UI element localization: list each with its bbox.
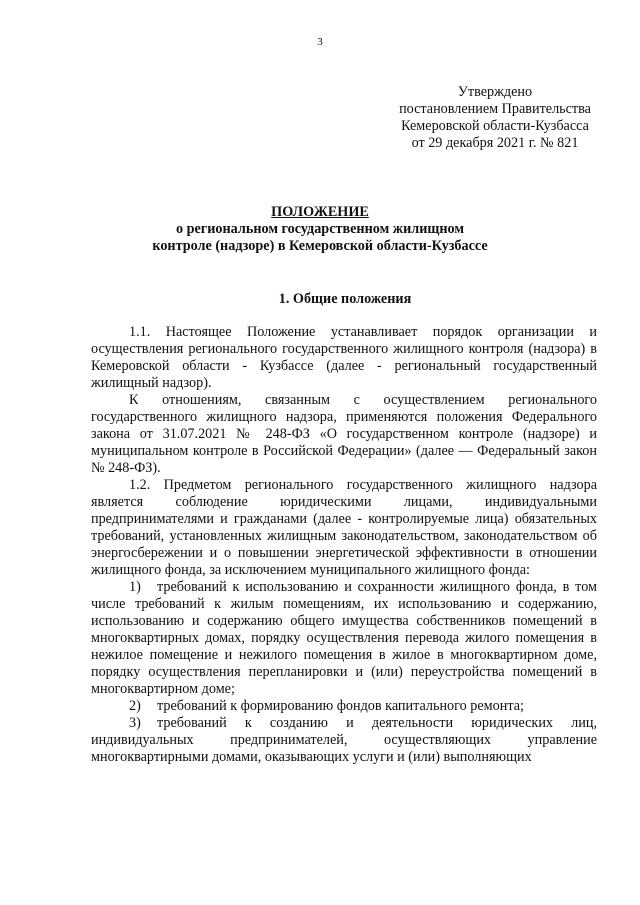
document-title xyxy=(0,204,640,255)
approval-line: Утверждено xyxy=(457,84,533,100)
document-title-line: о региональном государственном жилищном xyxy=(175,221,465,237)
document-body xyxy=(91,324,597,766)
approval-block xyxy=(380,84,610,152)
document-title-line: контроле (надзоре) в Кемеровской области-Кузбассе xyxy=(152,238,488,254)
list-item-text: требований к созданию и деятельности юридических лиц, индивидуальных предпринимателей, осуществляющих управление многоквартирными домами, оказывающих услуги и (или) выполняющих xyxy=(91,715,597,765)
list-item-text: требований к использованию и сохранности жилищного фонда, в том числе требований к жилым помещениям, их использованию и содержанию, использованию и содержанию общего имущества собственников помещений в многоквартирных домах, порядку осуществления перевода жилого помещения в нежилое помещение и нежилого помещения в жилое в многоквартирном доме, порядку осуществления перепланировки и (или) переустройства помещений в многоквартирном доме; xyxy=(91,579,597,697)
list-item-text: требований к формированию фондов капитального ремонта; xyxy=(157,698,524,714)
approval-line: Кемеровской области-Кузбасса xyxy=(401,118,589,134)
document-title-main: ПОЛОЖЕНИЕ xyxy=(271,204,369,220)
paragraph: 1.1. Настоящее Положение устанавливает порядок организации и осуществления регионального государственного жилищного контроля (надзора) в Кемеровской области - Кузбассе (далее - региональный государственный жилищный надзор). xyxy=(91,324,597,391)
page-number: 3 xyxy=(317,36,323,48)
approval-line: постановлением Правительства xyxy=(399,101,591,117)
paragraph: 1.2. Предметом регионального государственного жилищного надзора является соблюдение юридическими лицами, индивидуальными предпринимателями и гражданами (далее - контролируемые лица) обязательных требований, установленных жилищным законодательством, законодательством об энергосбережении и о повышении энергетической эффективности в отношении жилищного фонда, за исключением муниципального жилищного фонда: xyxy=(91,477,597,578)
list-item xyxy=(91,579,597,698)
list-item-number: 3) xyxy=(129,715,141,731)
list-item-number: 2) xyxy=(129,698,141,714)
paragraph: К отношениям, связанным с осуществлением регионального государственного жилищного надзора, применяются положения Федерального закона от 31.07.2021 № 248-ФЗ «О государственном контроле (надзоре) и муниципальном контроле в Российской Федерации» (далее — Федеральный закон № 248-ФЗ). xyxy=(91,392,597,476)
approval-line: от 29 декабря 2021 г. № 821 xyxy=(411,135,579,151)
list-item xyxy=(91,698,597,715)
list-item-number: 1) xyxy=(129,579,141,595)
section-heading: 1. Общие положения xyxy=(278,291,412,307)
list-item xyxy=(91,715,597,766)
